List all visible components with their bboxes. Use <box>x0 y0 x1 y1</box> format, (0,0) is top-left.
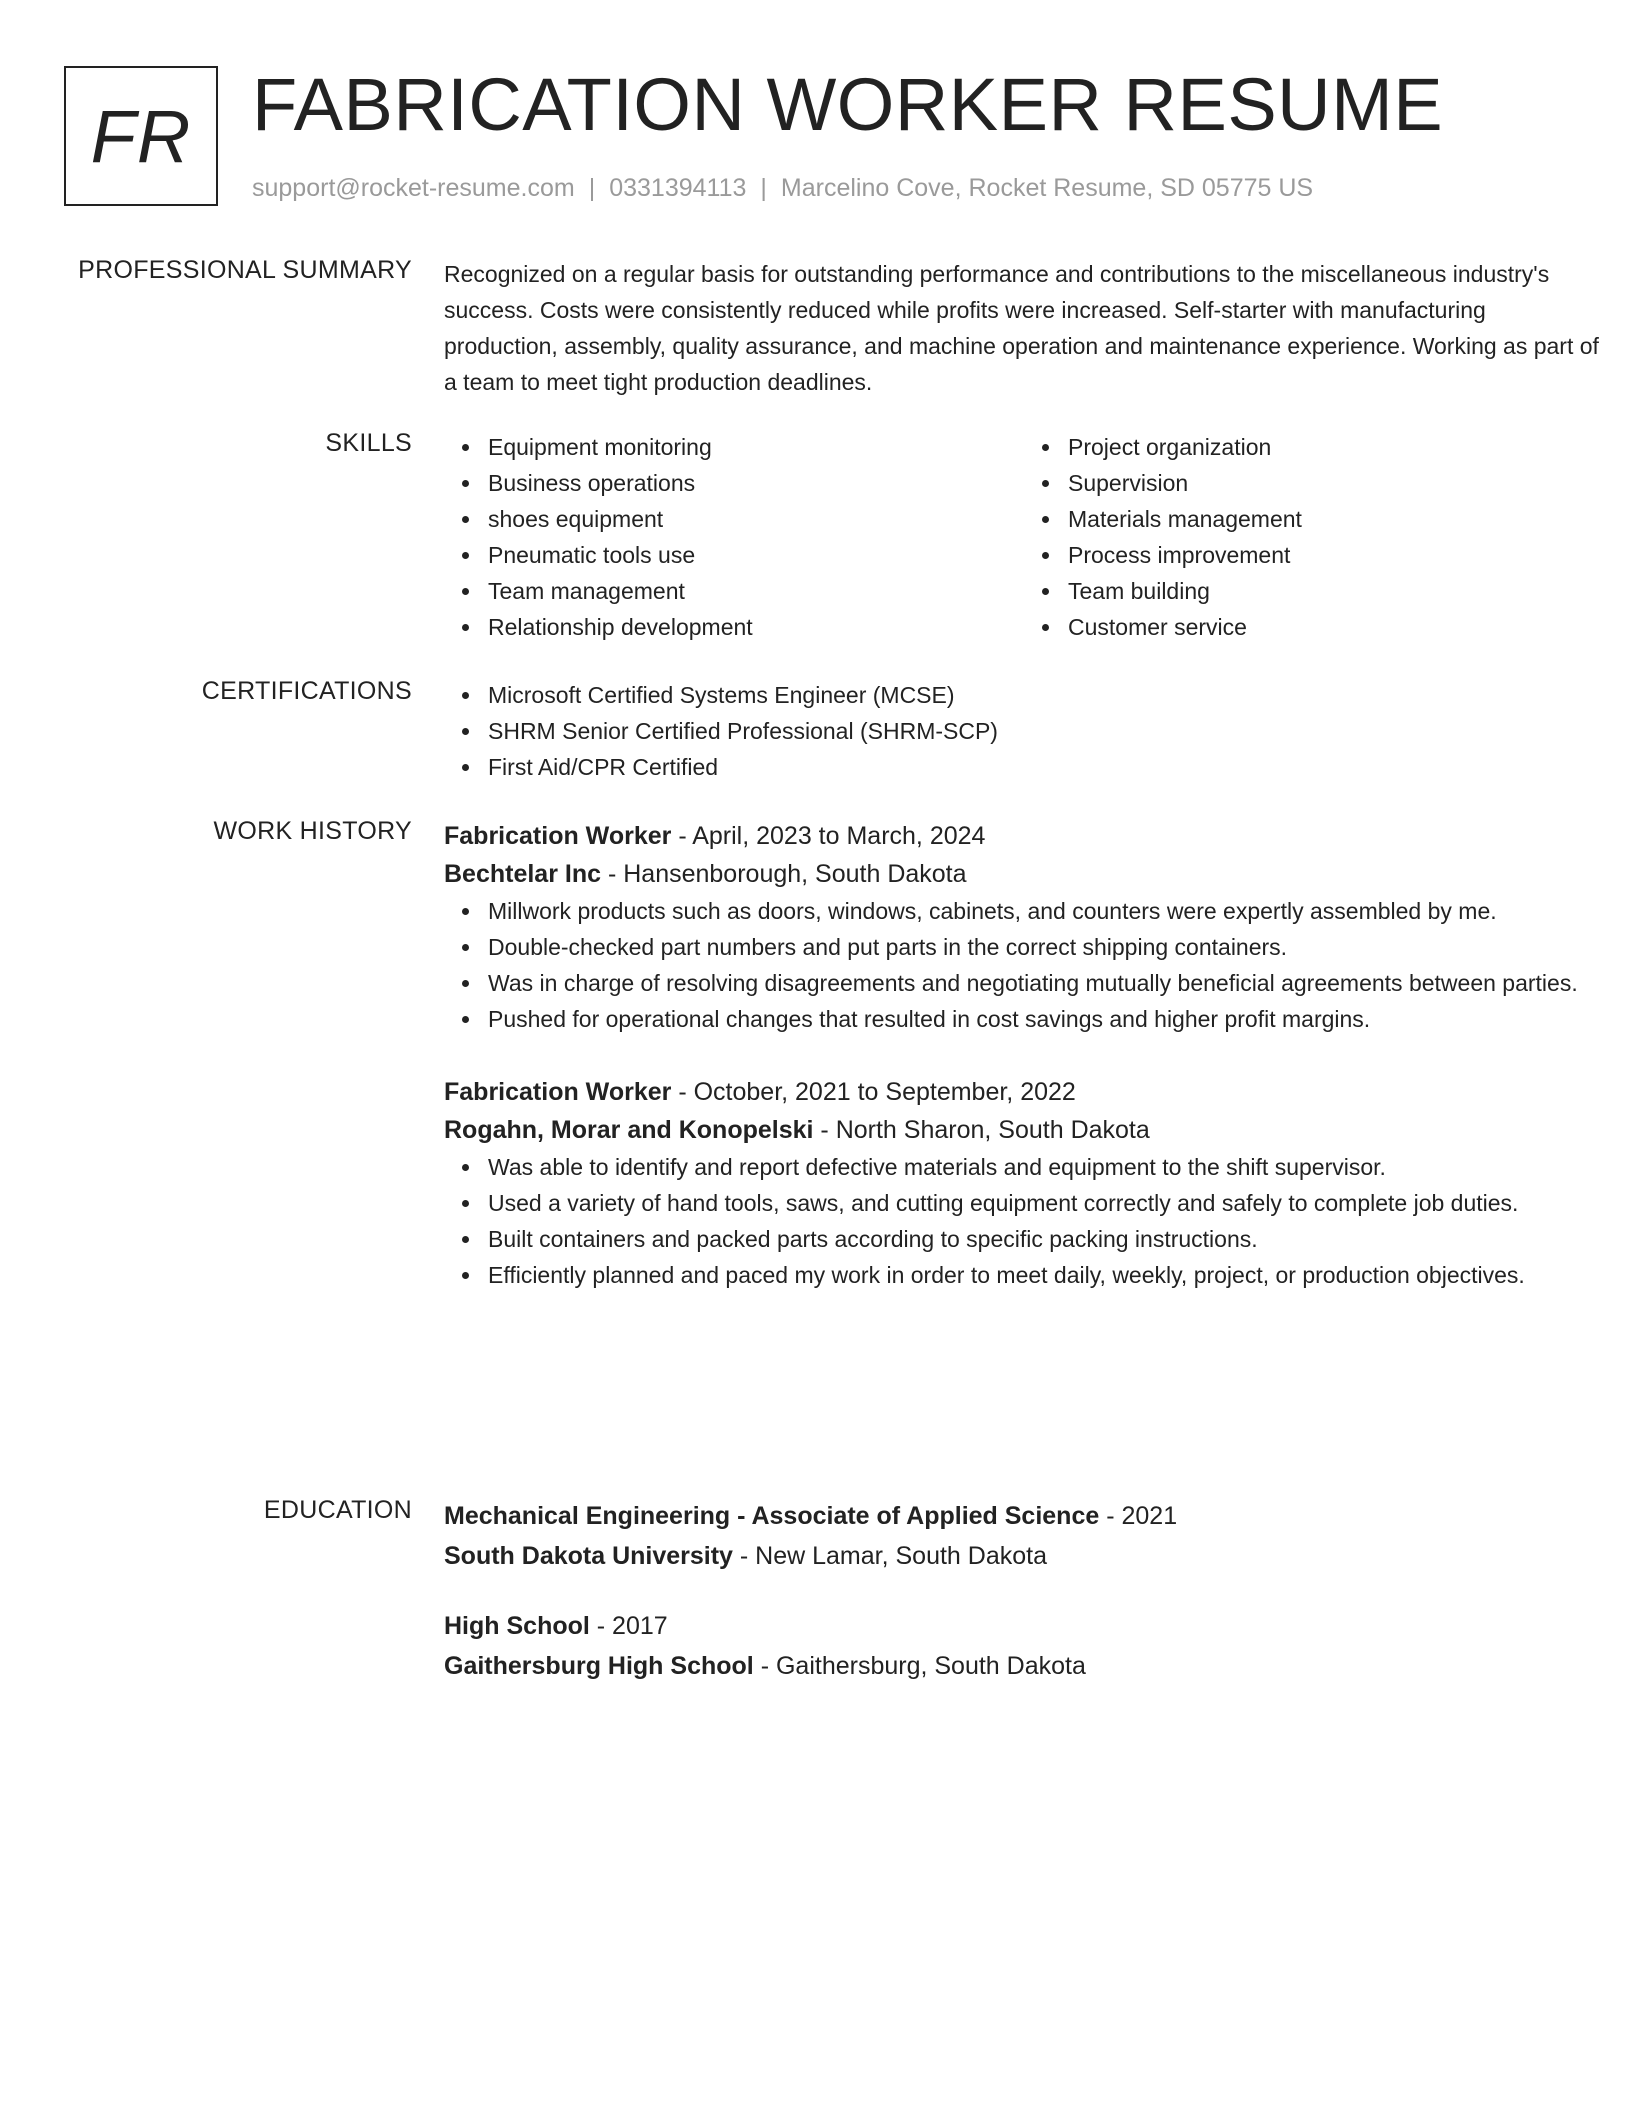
contact-phone: 0331394113 <box>609 174 747 202</box>
job-title-line <box>444 817 1604 855</box>
certification-item: Microsoft Certified Systems Engineer (MCSE) <box>488 677 1604 713</box>
education-degree: Mechanical Engineering - Associate of Applied Science <box>444 1502 1100 1530</box>
skill-item: Equipment monitoring <box>488 429 1024 465</box>
work-history-body <box>444 817 1604 1293</box>
education-school: Gaithersburg High School <box>444 1652 754 1680</box>
job-duty: Used a variety of hand tools, saws, and cutting equipment correctly and safely to complete job duties. <box>488 1185 1604 1221</box>
skill-item: Project organization <box>1068 429 1604 465</box>
job-title-line <box>444 1073 1604 1111</box>
job-company: Rogahn, Morar and Konopelski <box>444 1116 814 1144</box>
skill-item: Materials management <box>1068 501 1604 537</box>
certifications-list <box>444 677 1604 785</box>
education-year: - 2021 <box>1099 1502 1178 1530</box>
skill-item: Team management <box>488 573 1024 609</box>
job-company-line <box>444 1111 1604 1149</box>
summary-body <box>444 256 1604 400</box>
education-entry <box>444 1606 1604 1686</box>
job-location: - North Sharon, South Dakota <box>813 1116 1150 1144</box>
job-location: - Hansenborough, South Dakota <box>601 860 967 888</box>
resume-title: FABRICATION WORKER RESUME <box>252 63 1444 146</box>
job-duty: Efficiently planned and paced my work in order to meet daily, weekly, project, or production objectives. <box>488 1257 1604 1293</box>
certifications-label: CERTIFICATIONS <box>201 677 412 705</box>
education-degree-line <box>444 1496 1604 1536</box>
education-school-line <box>444 1536 1604 1576</box>
monogram: FR <box>64 66 218 206</box>
education-school-line <box>444 1646 1604 1686</box>
contact-email: support@rocket-resume.com <box>252 174 575 202</box>
contact-line <box>252 174 1313 203</box>
job-dates: - October, 2021 to September, 2022 <box>671 1078 1076 1106</box>
job-company-line <box>444 855 1604 893</box>
skill-item: Business operations <box>488 465 1024 501</box>
skill-item: shoes equipment <box>488 501 1024 537</box>
job-title: Fabrication Worker <box>444 1078 672 1106</box>
job-company: Bechtelar Inc <box>444 860 602 888</box>
skills-list-left <box>444 429 1024 645</box>
education-entry <box>444 1496 1604 1576</box>
contact-separator: | <box>760 174 767 202</box>
resume-header <box>64 63 1564 216</box>
summary-label: PROFESSIONAL SUMMARY <box>78 256 412 284</box>
skill-item: Supervision <box>1068 465 1604 501</box>
work-history-label: WORK HISTORY <box>213 817 412 845</box>
skill-item: Customer service <box>1068 609 1604 645</box>
education-location: - New Lamar, South Dakota <box>732 1542 1047 1570</box>
education-degree-line <box>444 1606 1604 1646</box>
certification-item: First Aid/CPR Certified <box>488 749 1604 785</box>
contact-address: Marcelino Cove, Rocket Resume, SD 05775 US <box>780 174 1314 202</box>
job-duty: Double-checked part numbers and put parts in the correct shipping containers. <box>488 929 1604 965</box>
job-duties <box>444 893 1604 1037</box>
skills-label: SKILLS <box>325 429 412 457</box>
job-entry <box>444 1073 1604 1293</box>
skill-item: Pneumatic tools use <box>488 537 1024 573</box>
education-year: - 2017 <box>589 1612 668 1640</box>
job-duty: Pushed for operational changes that resulted in cost savings and higher profit margins. <box>488 1001 1604 1037</box>
education-location: - Gaithersburg, South Dakota <box>753 1652 1086 1680</box>
education-body <box>444 1496 1604 1686</box>
education-label: EDUCATION <box>263 1496 412 1524</box>
summary-text: Recognized on a regular basis for outstanding performance and contributions to the miscellaneous industry's success. Costs were consistently reduced while profits were increased. Self-starter with manufacturing production, assembly, quality assurance, and machine operation and maintenance experience. Working as part of a team to meet tight production deadlines. <box>444 261 1599 395</box>
job-duty: Built containers and packed parts according to specific packing instructions. <box>488 1221 1604 1257</box>
education-school: South Dakota University <box>444 1542 733 1570</box>
skill-item: Relationship development <box>488 609 1024 645</box>
contact-separator: | <box>588 174 596 202</box>
certification-item: SHRM Senior Certified Professional (SHRM-SCP) <box>488 713 1604 749</box>
job-title: Fabrication Worker <box>444 822 672 850</box>
job-entry <box>444 817 1604 1037</box>
job-duty: Was able to identify and report defective materials and equipment to the shift supervisor. <box>488 1149 1604 1185</box>
skills-list-right <box>1024 429 1604 645</box>
skills-body <box>444 429 1604 645</box>
skill-item: Process improvement <box>1068 537 1604 573</box>
certifications-body <box>444 677 1604 785</box>
job-dates: - April, 2023 to March, 2024 <box>671 822 986 850</box>
education-degree: High School <box>444 1612 590 1640</box>
job-duties <box>444 1149 1604 1293</box>
skill-item: Team building <box>1068 573 1604 609</box>
job-duty: Millwork products such as doors, windows, cabinets, and counters were expertly assembled by me. <box>488 893 1604 929</box>
job-duty: Was in charge of resolving disagreements and negotiating mutually beneficial agreements between parties. <box>488 965 1604 1001</box>
